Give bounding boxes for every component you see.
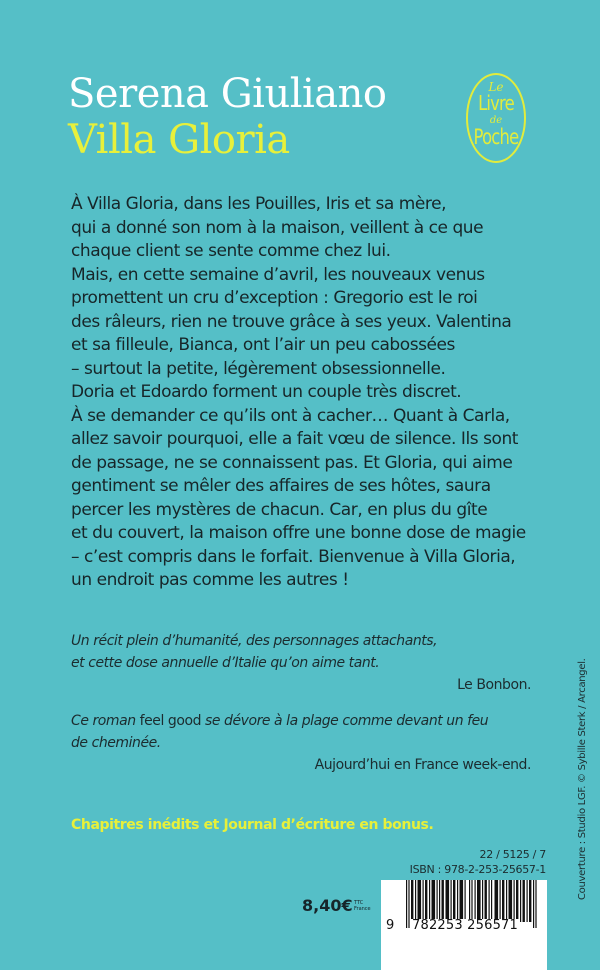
isbn-text: ISBN : 978-2-253-25657-1 — [409, 863, 546, 876]
blurb-line: promettent un cru d’exception : Gregorio est le roi — [71, 288, 478, 308]
catalog-number: 22 / 5125 / 7 — [479, 848, 546, 861]
blurb-line: un endroit pas comme les autres ! — [71, 570, 349, 590]
review-quote-2 — [71, 710, 531, 776]
author-name: Serena Giuliano — [68, 71, 387, 117]
review-quote-1 — [71, 630, 531, 696]
price-note-france: France — [354, 906, 371, 912]
publisher-logo — [466, 73, 526, 163]
logo-livre: Livre — [478, 91, 514, 115]
quote-line — [71, 710, 531, 732]
cover-credit: Couverture : Studio LGF. © Sybille Sterk / Arcangel. — [577, 658, 588, 900]
price-note-ttc: TTC — [354, 900, 364, 906]
blurb-line: Doria et Edoardo forment un couple très discret. — [71, 382, 462, 402]
logo-poche: Poche — [473, 125, 519, 149]
book-title: Villa Gloria — [68, 117, 290, 163]
blurb-line: qui a donné son nom à la maison, veillent à ce que — [71, 217, 484, 238]
logo-de: de — [489, 115, 503, 126]
price-note — [354, 900, 371, 912]
quote-line: de cheminée. — [71, 735, 161, 751]
blurb-line: À Villa Gloria, dans les Pouilles, Iris et sa mère, — [71, 194, 447, 214]
quote-source: Aujourd’hui en France week-end. — [314, 757, 531, 773]
barcode-number: 782253 256571 — [412, 918, 518, 933]
blurb-line: – c’est compris dans le forfait. Bienvenue à Villa Gloria, — [71, 546, 516, 567]
quote-line: et cette dose annuelle d’Italie qu’on aime tant. — [71, 655, 380, 671]
blurb-line: Mais, en cette semaine d’avril, les nouveaux venus — [71, 264, 485, 285]
quote-source: Le Bonbon. — [457, 677, 531, 693]
barcode-digits — [381, 919, 541, 933]
blurb-line: et sa filleule, Bianca, ont l’air un peu cabossées — [71, 335, 455, 355]
quote-text-roman: feel good — [139, 713, 202, 729]
quote-text: Ce roman — [71, 713, 140, 729]
blurb-line: gentiment se mêler des affaires de ses hôtes, saura — [71, 476, 491, 496]
logo-le: Le — [488, 80, 504, 94]
blurb-line: percer les mystères de chacun. Car, en plus du gîte — [71, 499, 488, 520]
bonus-note: Chapitres inédits et Journal d’écriture en bonus. — [71, 817, 434, 833]
blurb-line: chaque client se sente comme chez lui. — [71, 241, 391, 261]
quote-text: se dévore à la plage comme devant un feu — [201, 713, 489, 729]
blurb-line: et du couvert, la maison offre une bonne dose de magie — [71, 523, 526, 543]
blurb-line: allez savoir pourquoi, elle a fait vœu de silence. Ils sont — [71, 429, 519, 449]
quote-line: Un récit plein d’humanité, des personnages attachants, — [71, 633, 438, 649]
barcode — [381, 880, 547, 970]
blurb-line: des râleurs, rien ne trouve grâce à ses yeux. Valentina — [71, 311, 512, 332]
blurb-line: de passage, ne se connaissent pas. Et Gloria, qui aime — [71, 452, 513, 473]
blurb-line: – surtout la petite, légèrement obsessionnelle. — [71, 358, 446, 379]
blurb-line: À se demander ce qu’ils ont à cacher… Quant à Carla, — [71, 405, 510, 426]
price: 8,40€ — [302, 896, 353, 915]
blurb-paragraph — [71, 193, 551, 593]
barcode-first-digit: 9 — [386, 918, 395, 933]
